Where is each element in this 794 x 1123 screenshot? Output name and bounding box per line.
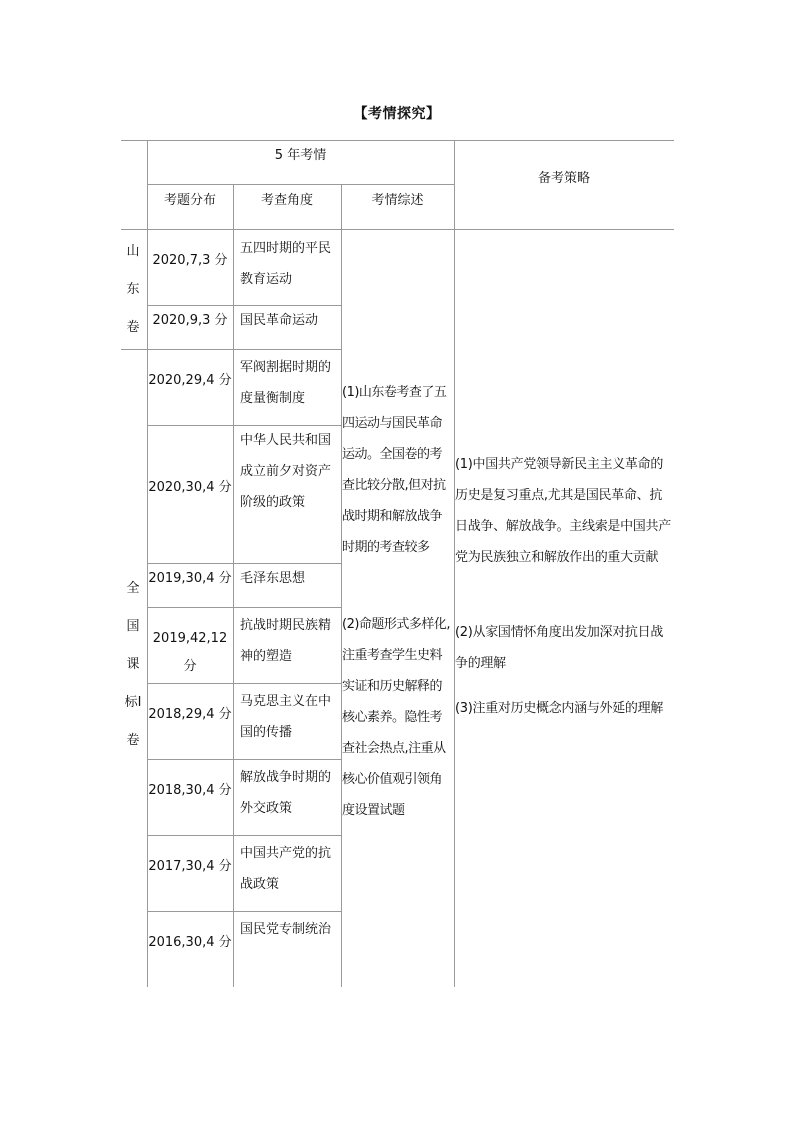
header-distribution: 考题分布 xyxy=(163,193,216,208)
strategy-paragraph-2: (2)从家国情怀角度出发加深对抗日战争的理解 xyxy=(455,625,664,671)
row-distribution: 2020,30,4 分 xyxy=(148,480,232,495)
row-angle: 五四时期的平民教育运动 xyxy=(240,241,332,287)
row-angle: 中国共产党的抗战政策 xyxy=(240,846,332,892)
header-five-year: 5 年考情 xyxy=(274,148,327,163)
region-shandong: 山东卷 xyxy=(126,244,140,335)
row-angle: 国民党专制统治 xyxy=(240,922,332,937)
row-angle: 国民革命运动 xyxy=(240,313,319,328)
region-national: 全国课标Ⅰ卷 xyxy=(124,581,142,748)
row-distribution: 2017,30,4 分 xyxy=(148,859,232,874)
strategy-paragraph-3: (3)注重对历史概念内涵与外延的理解 xyxy=(455,701,664,716)
page-title: 【考情探究】 xyxy=(353,106,441,122)
row-angle: 马克思主义在中国的传播 xyxy=(240,694,332,740)
summary-paragraph-1: (1)山东卷考查了五四运动与国民革命运动。全国卷的考查比较分散,但对抗战时期和解放战争时期的考查较多 xyxy=(342,385,447,555)
row-angle: 军阀割据时期的度量衡制度 xyxy=(240,360,332,406)
header-angle: 考查角度 xyxy=(260,193,313,208)
row-distribution: 2018,30,4 分 xyxy=(148,783,232,798)
summary-paragraph-2: (2)命题形式多样化,注重考查学生史料实证和历史解释的核心素养。隐性考查社会热点,注重从核心价值观引领角度设置试题 xyxy=(342,617,451,818)
strategy-paragraph-1: (1)中国共产党领导新民主主义革命的历史是复习重点,尤其是国民革命、抗日战争、解放战争。主线索是中国共产党为民族独立和解放作出的重大贡献 xyxy=(455,457,671,565)
row-distribution: 2016,30,4 分 xyxy=(148,935,232,950)
header-strategy: 备考策略 xyxy=(537,171,590,186)
row-distribution: 2018,29,4 分 xyxy=(148,707,232,722)
header-summary: 考情综述 xyxy=(371,193,424,208)
row-distribution: 2020,9,3 分 xyxy=(152,313,228,328)
row-distribution: 2019,42,12 分 xyxy=(152,631,228,674)
row-angle: 解放战争时期的外交政策 xyxy=(240,770,332,816)
row-distribution: 2019,30,4 分 xyxy=(148,571,232,586)
row-distribution: 2020,29,4 分 xyxy=(148,373,232,388)
row-angle: 毛泽东思想 xyxy=(240,571,306,586)
row-angle: 中华人民共和国成立前夕对资产阶级的政策 xyxy=(240,433,332,510)
row-distribution: 2020,7,3 分 xyxy=(152,253,228,268)
row-angle: 抗战时期民族精神的塑造 xyxy=(240,618,332,664)
